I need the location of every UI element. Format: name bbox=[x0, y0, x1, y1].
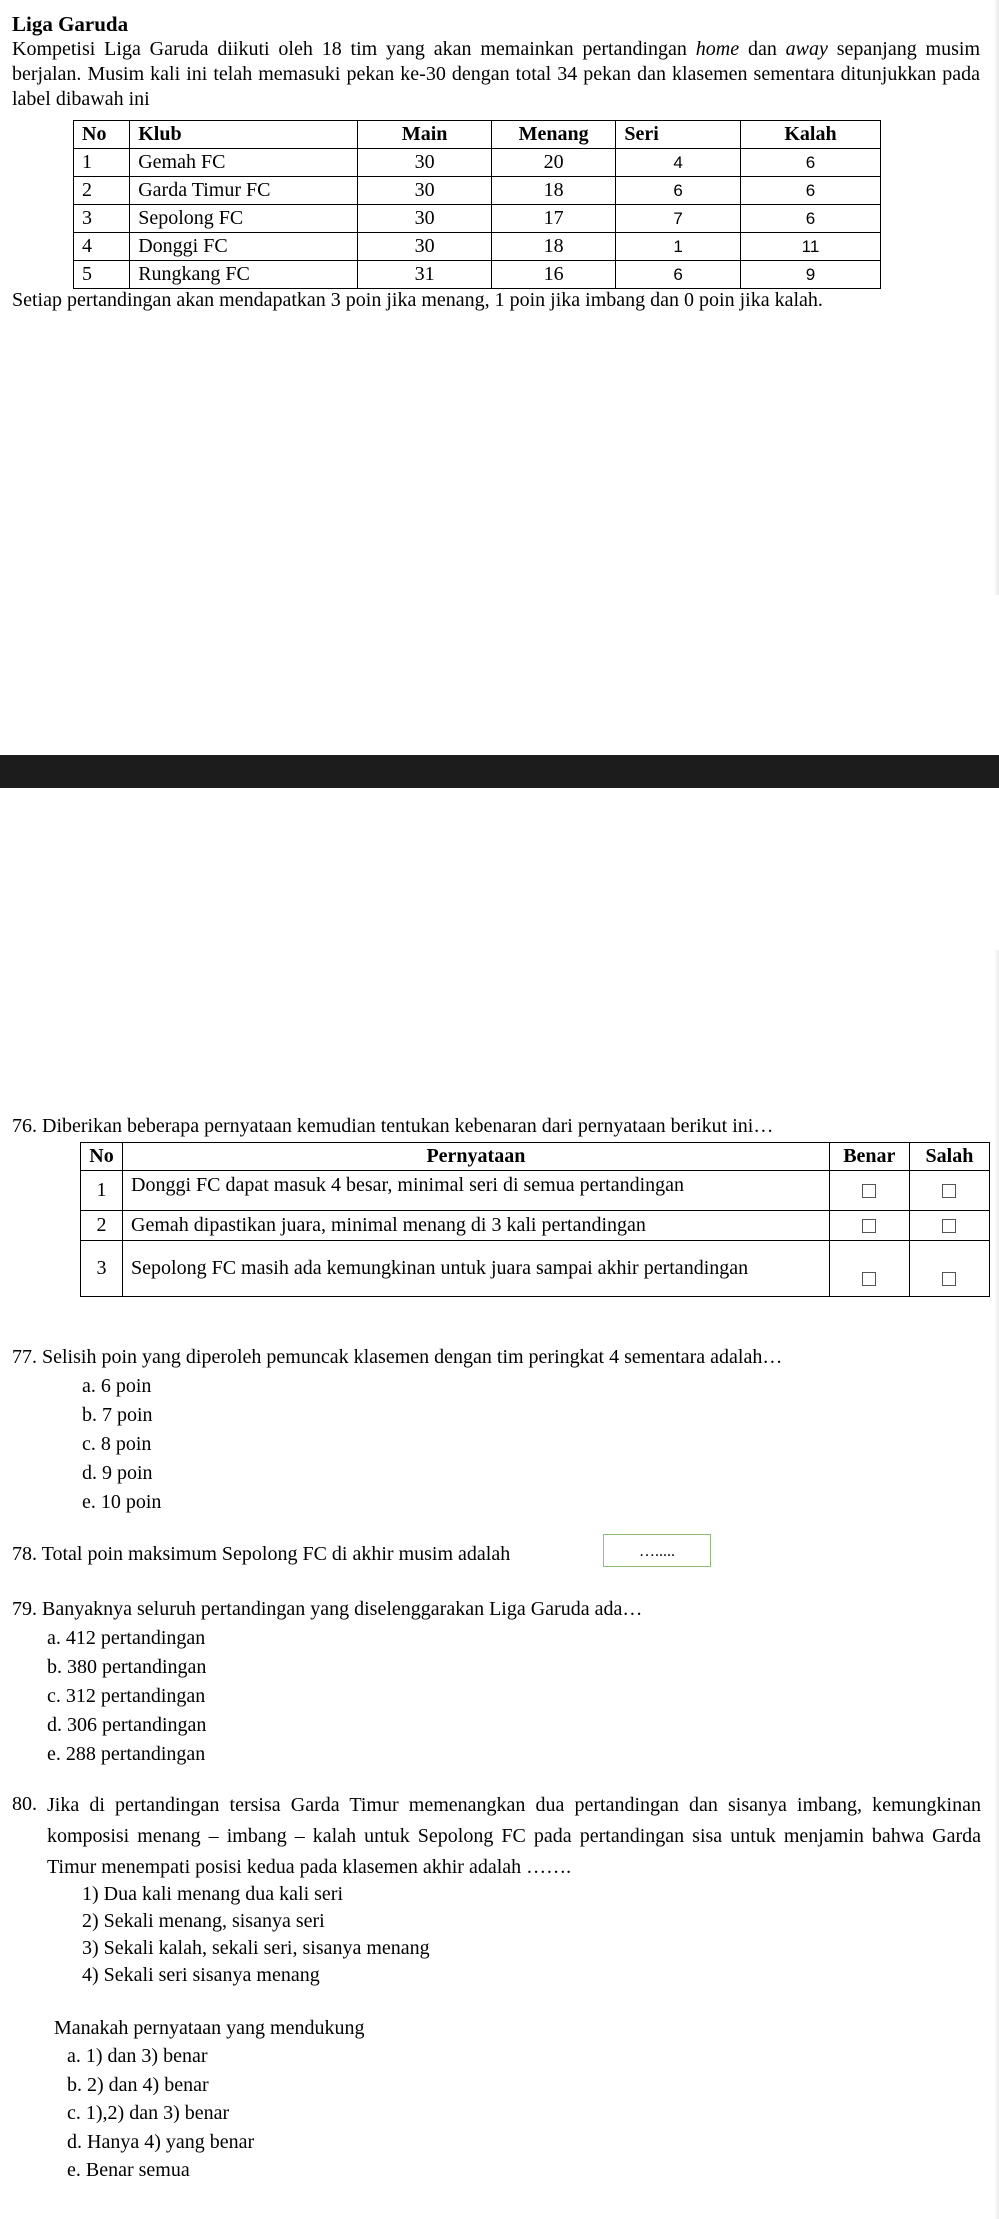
salah-checkbox[interactable] bbox=[942, 1272, 956, 1286]
option-a[interactable]: a. 412 pertandingan bbox=[47, 1627, 206, 1649]
question-78: 78. Total poin maksimum Sepolong FC di akhir musim adalah bbox=[12, 1543, 511, 1565]
benar-checkbox[interactable] bbox=[862, 1184, 876, 1198]
option-c[interactable]: c. 1),2) dan 3) benar bbox=[67, 2102, 230, 2124]
header-no: No bbox=[74, 121, 130, 149]
options-79 bbox=[47, 1624, 206, 1769]
option-d[interactable]: d. 9 poin bbox=[82, 1462, 153, 1484]
question-80: Jika di pertandingan tersisa Garda Timur memenangkan dua pertandingan dan sisanya imbang, kemungkinan komposisi menang – imbang – kalah untuk Sepolong FC pada pertandingan sisa untuk menjamin bahwa Garda Timur menempati posisi kedua pada klasemen akhir adalah ……. bbox=[47, 1794, 981, 1878]
option-e[interactable]: e. 288 pertandingan bbox=[47, 1743, 206, 1765]
option-a[interactable]: a. 1) dan 3) benar bbox=[67, 2045, 208, 2067]
table-row: 5 Rungkang FC 31 16 6 9 bbox=[74, 261, 881, 289]
question-80-prompt: Manakah pernyataan yang mendukung bbox=[54, 2017, 365, 2039]
table-row: 4 Donggi FC 30 18 1 11 bbox=[74, 233, 881, 261]
table-row: 1 Donggi FC dapat masuk 4 besar, minimal seri di semua pertandingan bbox=[81, 1171, 990, 1211]
option-b[interactable]: b. 2) dan 4) benar bbox=[67, 2073, 209, 2096]
statement-1: 1) Dua kali menang dua kali seri bbox=[82, 1883, 344, 1905]
options-77 bbox=[82, 1372, 161, 1517]
word-away: away bbox=[785, 38, 828, 60]
header-seri: Seri bbox=[616, 121, 741, 149]
option-c[interactable]: c. 8 poin bbox=[82, 1433, 152, 1455]
header-kalah: Kalah bbox=[740, 121, 880, 149]
statement-4: 4) Sekali seri sisanya menang bbox=[82, 1964, 320, 1986]
table-row: 2 Gemah dipastikan juara, minimal menang di 3 kali pertandingan bbox=[81, 1211, 990, 1241]
header-no: No bbox=[81, 1143, 123, 1171]
options-80 bbox=[67, 2042, 254, 2185]
page-edge-shadow bbox=[994, 0, 999, 595]
header-benar: Benar bbox=[829, 1143, 909, 1171]
salah-checkbox[interactable] bbox=[942, 1219, 956, 1233]
header-menang: Menang bbox=[491, 121, 616, 149]
statements-80 bbox=[82, 1881, 430, 1989]
table-row: 3 Sepolong FC 30 17 7 6 bbox=[74, 205, 881, 233]
statement-3: 3) Sekali kalah, sekali seri, sisanya menang bbox=[82, 1937, 430, 1959]
header-klub: Klub bbox=[130, 121, 358, 149]
question-76: 76. Diberikan beberapa pernyataan kemudian tentukan kebenaran dari pernyataan berikut ini… bbox=[12, 1115, 774, 1137]
statements-header-row bbox=[81, 1143, 990, 1171]
word-home: home bbox=[695, 38, 740, 60]
benar-checkbox[interactable] bbox=[862, 1272, 876, 1286]
option-b[interactable]: b. 380 pertandingan bbox=[47, 1656, 207, 1678]
question-80-number: 80. bbox=[12, 1793, 37, 1815]
page-separator-band bbox=[0, 755, 999, 788]
header-pernyataan: Pernyataan bbox=[123, 1143, 830, 1171]
option-c[interactable]: c. 312 pertandingan bbox=[47, 1685, 206, 1707]
table-row: 3 Sepolong FC masih ada kemungkinan untuk juara sampai akhir pertandingan bbox=[81, 1241, 990, 1297]
standings-header-row bbox=[74, 121, 881, 149]
statement-2: 2) Sekali menang, sisanya seri bbox=[82, 1910, 325, 1932]
option-d[interactable]: d. 306 pertandingan bbox=[47, 1714, 207, 1736]
document-title: Liga Garuda bbox=[12, 12, 129, 36]
benar-checkbox[interactable] bbox=[862, 1219, 876, 1233]
option-e[interactable]: e. Benar semua bbox=[67, 2159, 190, 2181]
answer-input-78[interactable]: …..... bbox=[603, 1534, 711, 1567]
option-d[interactable]: d. Hanya 4) yang benar bbox=[67, 2130, 255, 2153]
question-77: 77. Selisih poin yang diperoleh pemuncak klasemen dengan tim peringkat 4 sementara adalah… bbox=[12, 1346, 783, 1368]
intro-paragraph: Kompetisi Liga Garuda diikuti oleh 18 tim yang akan memainkan pertandingan home dan away sepanjang musim berjalan. Musim kali ini telah memasuki pekan ke-30 dengan total 34 pekan dan klasemen sementara ditunjukkan pada label dibawah ini bbox=[12, 38, 980, 110]
table-row: 2 Garda Timur FC 30 18 6 6 bbox=[74, 177, 881, 205]
option-b[interactable]: b. 7 poin bbox=[82, 1404, 153, 1426]
question-79: 79. Banyaknya seluruh pertandingan yang diselenggarakan Liga Garuda ada… bbox=[12, 1598, 643, 1620]
page-edge-shadow bbox=[994, 950, 999, 2219]
table-row: 1 Gemah FC 30 20 4 6 bbox=[74, 149, 881, 177]
statements-table bbox=[80, 1142, 990, 1297]
standings-table bbox=[73, 120, 881, 289]
option-a[interactable]: a. 6 poin bbox=[82, 1375, 152, 1397]
option-e[interactable]: e. 10 poin bbox=[82, 1491, 162, 1513]
scoring-rule: Setiap pertandingan akan mendapatkan 3 poin jika menang, 1 poin jika imbang dan 0 poin jika kalah. bbox=[12, 289, 823, 311]
header-main: Main bbox=[358, 121, 491, 149]
header-salah: Salah bbox=[909, 1143, 989, 1171]
salah-checkbox[interactable] bbox=[942, 1184, 956, 1198]
